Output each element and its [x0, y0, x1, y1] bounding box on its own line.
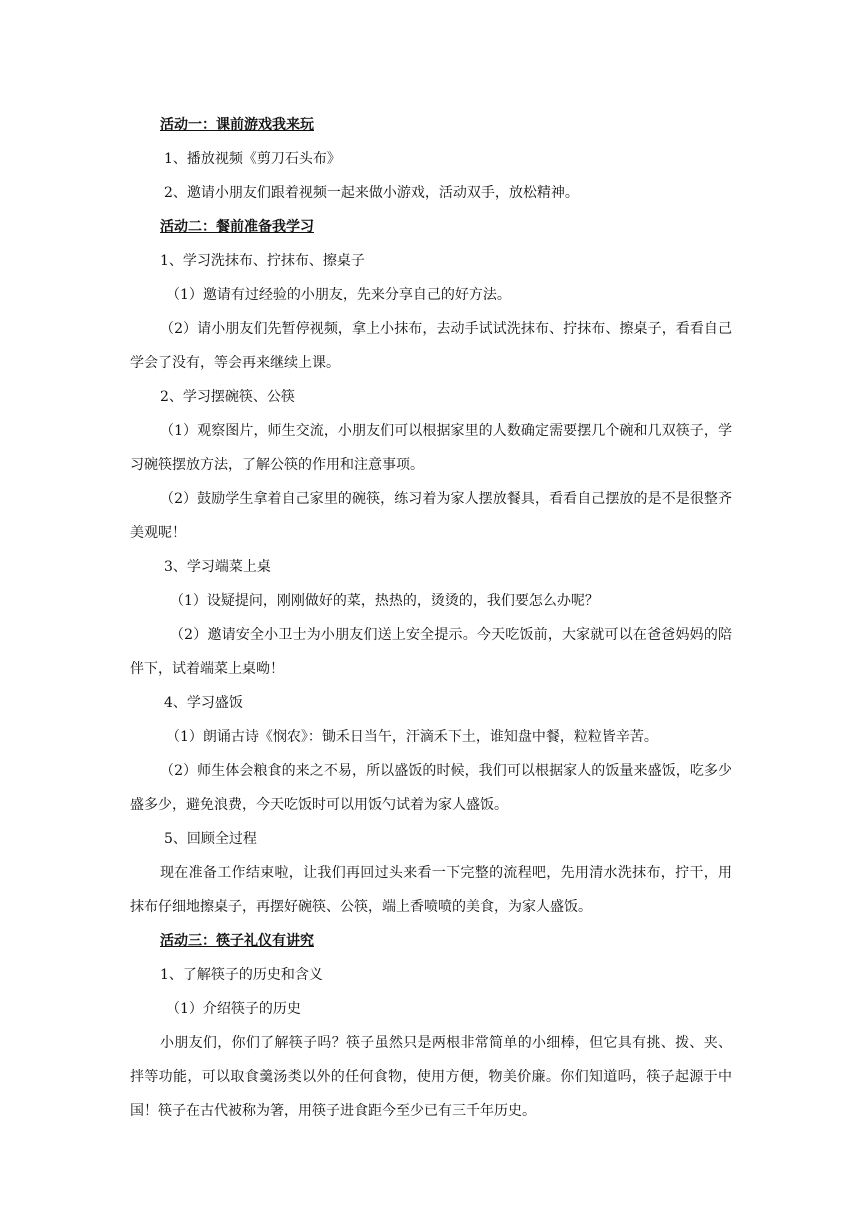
activity2-section5-para1: 现在准备工作结束啦，让我们再回过头来看一下完整的流程吧，先用清水洗抹布，拧干，用抹布仔细地擦桌子，再摆好碗筷、公筷，端上香喷喷的美食，为家人盛饭。	[130, 865, 732, 915]
activity3-heading: 活动三：筷子礼仪有讲究	[160, 933, 314, 949]
activity2-section4-para2: （2）师生体会粮食的来之不易，所以盛饭的时候，我们可以根据家人的饭量来盛饭，吃多少盛多少，避免浪费，今天吃饭时可以用饭勺试着为家人盛饭。	[130, 763, 732, 813]
activity2-section1-para1: （1）邀请有过经验的小朋友，先来分享自己的好方法。	[166, 287, 511, 303]
activity2-section2-para1: （1）观察图片，师生交流，小朋友们可以根据家里的人数确定需要摆几个碗和几双筷子，学习碗筷摆放方法，了解公筷的作用和注意事项。	[130, 423, 732, 473]
activity1-heading: 活动一：课前游戏我来玩	[160, 117, 314, 133]
activity2-section1-title: 1、学习洗抹布、拧抹布、擦桌子	[160, 253, 365, 269]
activity1-item-2: 2、邀请小朋友们跟着视频一起来做小游戏，活动双手，放松精神。	[164, 185, 579, 201]
activity2-section3-para2: （2）邀请安全小卫士为小朋友们送上安全提示。今天吃饭前，大家就可以在爸爸妈妈的陪伴下，试着端菜上桌呦！	[130, 627, 732, 677]
activity1-item-1: 1、播放视频《剪刀石头布》	[164, 151, 341, 167]
activity2-section1-para2: （2）请小朋友们先暂停视频，拿上小抹布，去动手试试洗抹布、拧抹布、擦桌子，看看自己学会了没有，等会再来继续上课。	[130, 321, 732, 371]
activity3-section1-para1: 小朋友们，你们了解筷子吗？筷子虽然只是两根非常简单的小细棒，但它具有挑、拨、夹、拌等功能，可以取食羹汤类以外的任何食物，使用方便，物美价廉。你们知道吗，筷子起源于中国！筷子在古代被称为箸，用筷子进食距今至少已有三千年历史。	[130, 1035, 732, 1119]
activity2-section5-title: 5、回顾全过程	[164, 831, 257, 847]
activity2-heading: 活动二：餐前准备我学习	[160, 219, 314, 235]
activity2-section2-para2: （2）鼓励学生拿着自己家里的碗筷，练习着为家人摆放餐具，看看自己摆放的是不是很整齐美观呢！	[130, 491, 732, 541]
activity2-section4-para1: （1）朗诵古诗《悯农》：锄禾日当午，汗滴禾下土，谁知盘中餐，粒粒皆辛苦。	[166, 729, 658, 745]
activity2-section3-para1: （1）设疑提问，刚刚做好的菜，热热的，烫烫的，我们要怎么办呢？	[170, 593, 599, 609]
activity2-section4-title: 4、学习盛饭	[164, 695, 243, 711]
activity3-section1-title: 1、了解筷子的历史和含义	[160, 967, 323, 983]
activity3-section1-subtitle: （1）介绍筷子的历史	[166, 1001, 301, 1017]
activity2-section3-title: 3、学习端菜上桌	[164, 559, 271, 575]
activity2-section2-title: 2、学习摆碗筷、公筷	[160, 389, 295, 405]
document-body	[130, 108, 732, 1128]
